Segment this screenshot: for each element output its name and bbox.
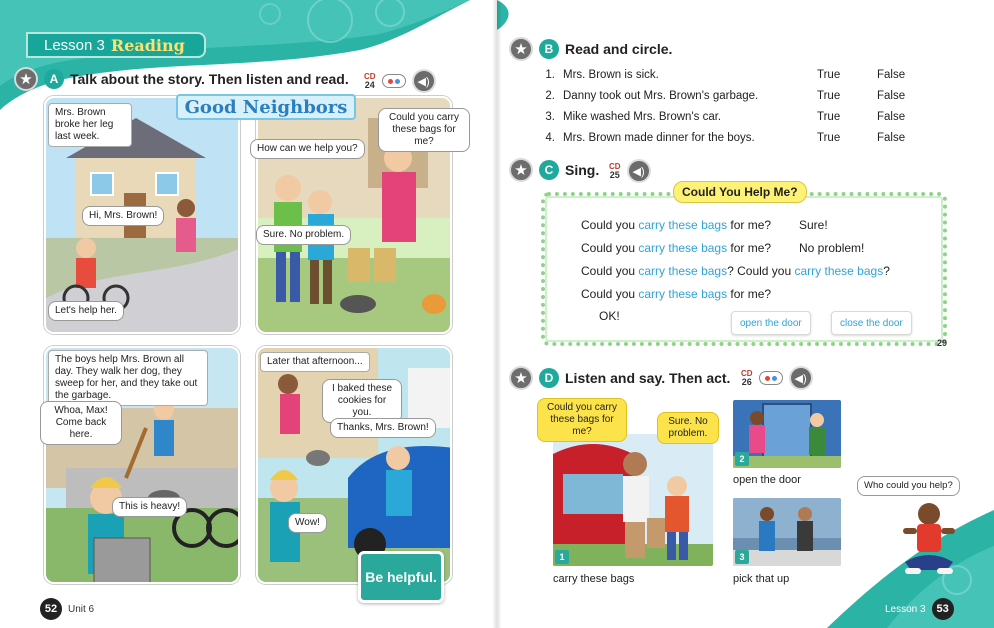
panel-4-bubble-1: I baked these cookies for you. — [322, 379, 402, 423]
right-page — [497, 0, 994, 628]
true-false-list — [537, 64, 957, 148]
lesson-tab — [26, 32, 206, 58]
kid-illustration — [897, 500, 961, 580]
photo-2-number: 2 — [735, 452, 749, 466]
list-item: 3. Mike washed Mrs. Brown's car. True False — [537, 106, 957, 127]
left-folio — [40, 598, 94, 620]
track-number: 29 — [937, 338, 948, 348]
panel-1-bubble-2: Let's help her. — [48, 301, 124, 321]
song-line-ok: OK! — [599, 309, 620, 323]
photo-1-bubble-1: Could you carry these bags for me? — [537, 398, 627, 442]
section-d-title: Listen and say. Then act. — [565, 370, 731, 386]
panel-2-bubble-2: Could you carry these bags for me? — [378, 108, 470, 152]
page-number: 53 — [932, 598, 954, 620]
story-title: Good Neighbors — [176, 94, 356, 120]
star-icon: ★ — [509, 37, 533, 61]
false-option[interactable]: False — [877, 68, 906, 81]
song-line-1: Could you carry these bags for me? Sure! — [581, 218, 828, 232]
song-line-2: Could you carry these bags for me? No problem! — [581, 241, 865, 255]
song-line-4: Could you carry these bags for me? — [581, 287, 772, 301]
section-c-header — [509, 158, 599, 182]
panel-1-caption: Mrs. Brown broke her leg last week. — [48, 103, 132, 147]
section-d-letter: D — [539, 368, 559, 388]
section-c-title: Sing. — [565, 162, 600, 178]
photo-1-number: 1 — [555, 550, 569, 564]
false-option[interactable]: False — [877, 131, 906, 144]
cd-track-icon[interactable]: CD 25 — [609, 162, 621, 180]
photo-1-label: carry these bags — [553, 573, 635, 585]
section-c-letter: C — [539, 160, 559, 180]
panel-2-bubble-1: How can we help you? — [250, 139, 365, 159]
right-folio — [885, 598, 954, 620]
section-c-media — [609, 159, 651, 183]
panel-3-caption: The boys help Mrs. Brown all day. They walk her dog, they sweep for her, and they take out the garbage. — [48, 350, 208, 406]
speaker-icon[interactable]: ◀) — [627, 159, 651, 183]
panel-3-bubble-1: Whoa, Max! Come back here. — [40, 401, 122, 445]
photo-pick-up — [733, 498, 841, 566]
section-d-media — [741, 366, 813, 390]
section-a-title: Talk about the story. Then listen and read. — [70, 71, 349, 87]
panel-4-bubble-2: Thanks, Mrs. Brown! — [330, 418, 436, 438]
dvd-icon[interactable] — [382, 74, 406, 88]
star-icon: ★ — [14, 67, 38, 91]
photo-2-label: open the door — [733, 474, 801, 486]
song-line-3: Could you carry these bags? Could you carry these bags? — [581, 264, 890, 278]
photo-1-bubble-2: Sure. No problem. — [657, 412, 719, 444]
cd-track-icon[interactable]: CD 26 — [741, 369, 753, 387]
footer-lesson-label: Lesson 3 — [885, 603, 926, 615]
substitution-chip-close[interactable]: close the door — [831, 311, 912, 335]
section-a-media — [364, 69, 436, 93]
section-b-letter: B — [539, 39, 559, 59]
true-option[interactable]: True — [817, 89, 841, 102]
panel-4-caption: Later that afternoon... — [260, 352, 370, 372]
list-item: 1. Mrs. Brown is sick. True False — [537, 64, 957, 85]
section-a-letter: A — [44, 69, 64, 89]
speaker-icon[interactable]: ◀) — [412, 69, 436, 93]
photo-3-label: pick that up — [733, 573, 790, 585]
page-number: 52 — [40, 598, 62, 620]
lesson-label: Lesson 3 — [44, 36, 105, 54]
cd-track-icon[interactable]: CD 24 — [364, 72, 376, 90]
song-title: Could You Help Me? — [673, 181, 807, 203]
section-d-header — [509, 366, 730, 390]
false-option[interactable]: False — [877, 110, 906, 123]
true-option[interactable]: True — [817, 131, 841, 144]
section-b-title: Read and circle. — [565, 41, 673, 57]
list-item: 4. Mrs. Brown made dinner for the boys. True False — [537, 127, 957, 148]
panel-1-bubble-1: Hi, Mrs. Brown! — [82, 206, 164, 226]
star-icon: ★ — [509, 366, 533, 390]
unit-label: Unit 6 — [68, 603, 95, 615]
value-tag: Be helpful. — [358, 551, 444, 603]
true-option[interactable]: True — [817, 110, 841, 123]
photo-carry-bags — [553, 434, 713, 566]
speaker-icon[interactable]: ◀) — [789, 366, 813, 390]
section-a-header — [14, 67, 349, 91]
panel-4-bubble-3: Wow! — [288, 513, 327, 533]
photo-open-door — [733, 400, 841, 468]
panel-2-bubble-3: Sure. No problem. — [256, 225, 351, 245]
false-option[interactable]: False — [877, 89, 906, 102]
section-b-header — [509, 37, 672, 61]
lesson-type: Reading — [110, 35, 185, 55]
photo-3-number: 3 — [735, 550, 749, 564]
top-swoosh — [497, 0, 994, 40]
dvd-icon[interactable] — [759, 371, 783, 385]
kid-bubble: Who could you help? — [857, 476, 960, 496]
substitution-chip-open[interactable]: open the door — [731, 311, 811, 335]
list-item: 2. Danny took out Mrs. Brown's garbage. True False — [537, 85, 957, 106]
panel-3-bubble-2: This is heavy! — [112, 497, 187, 517]
book-gutter — [493, 0, 501, 628]
true-option[interactable]: True — [817, 68, 841, 81]
star-icon: ★ — [509, 158, 533, 182]
